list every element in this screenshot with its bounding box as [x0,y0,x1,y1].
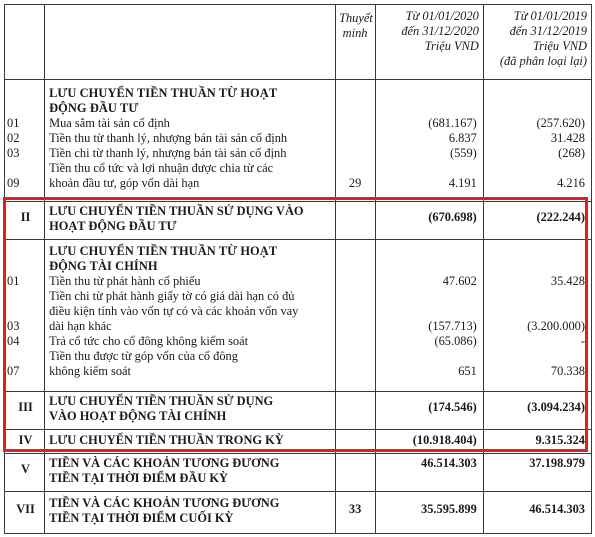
investing-2019 [483,80,591,202]
value-2020: (157.713) [428,318,477,333]
subtotal-desc: VÀO HOẠT ĐỘNG TÀI CHÍNH [49,408,227,423]
code-cell: 07 [7,363,20,378]
value-2019: 4.216 [557,176,585,190]
header-code-cell [5,5,45,80]
note-cell [335,201,375,239]
value-cell [375,453,483,491]
row-desc: không kiểm soát [49,363,131,378]
code-cell: 01 [7,116,20,130]
note-value: 29 [348,176,362,190]
value-cell [375,391,483,429]
value-2020: (559) [449,146,477,160]
value-2020: (10.918.404) [412,432,477,447]
value-2019: 35.428 [550,273,585,288]
investing-section-row [5,80,592,202]
note-cell [335,391,375,429]
col2019-line3: Triệu VND [532,39,587,53]
subtotal-v-row [5,453,592,491]
subtotal-vii-row [5,491,592,533]
note-value: 33 [348,501,362,516]
code-cell [5,491,45,533]
financing-codes [5,239,45,391]
value-2019: (222.244) [536,209,585,224]
subtotal-desc: LƯU CHUYỂN TIỀN THUẦN SỬ DỤNG VÀO [49,203,304,218]
financing-notes [335,239,375,391]
financing-2019 [483,239,591,391]
subtotal-iii-row [5,391,592,429]
value-2019: 9.315.324 [535,432,585,447]
header-2020-cell [375,5,483,80]
value-2019: 46.514.303 [529,501,585,516]
note-value [336,454,375,469]
value-2019: 70.338 [550,363,585,378]
code-cell: 04 [7,333,20,348]
investing-descs [45,80,335,202]
financing-section-row [5,239,592,391]
subtotal-desc: HOẠT ĐỘNG ĐẦU TƯ [49,218,177,233]
code-cell [5,391,45,429]
col2019-line4: (đã phân loại lại) [499,54,587,68]
desc-cell [45,429,335,453]
investing-notes [335,80,375,202]
value-2019: 31.428 [550,131,585,145]
value-cell [483,391,591,429]
code-label: IV [18,432,33,447]
desc-cell [45,491,335,533]
code-label: V [21,461,30,476]
section-title: ĐỘNG ĐẦU TƯ [49,101,139,115]
value-cell [483,491,591,533]
value-cell [483,453,591,491]
note-cell [335,453,375,491]
code-cell [5,429,45,453]
note-cell [335,491,375,533]
note-cell [335,429,375,453]
code-cell [5,201,45,239]
row-desc: điều kiện tính vào vốn tự có và các khoản vốn vay [49,303,299,318]
code-cell: 01 [7,273,20,288]
value-cell [483,201,591,239]
value-2020: (65.086) [434,333,477,348]
value-2019: 37.198.979 [529,455,585,470]
subtotal-desc: LƯU CHUYỂN TIỀN THUẦN SỬ DỤNG [49,393,274,408]
row-desc: Tiền thu từ thanh lý, nhượng bán tài sản cố định [49,131,288,145]
value-cell [375,491,483,533]
subtotal-ii-row [5,201,592,239]
col2020-line2: đến 31/12/2020 [401,24,479,38]
value-2020: (174.546) [428,399,477,414]
value-2020: 35.595.899 [421,501,477,516]
value-2020: 4.191 [448,176,477,190]
row-desc: Tiền thu từ phát hành cổ phiếu [49,273,201,288]
value-2019: (257.620) [536,116,585,130]
value-cell [375,201,483,239]
financing-descs [45,239,335,391]
header-desc-cell [45,5,335,80]
code-cell [5,453,45,491]
value-2019: (268) [558,146,585,160]
value-2020: (670.698) [428,209,477,224]
code-label: II [20,209,31,224]
section-title: LƯU CHUYỂN TIỀN THUẦN TỪ HOẠT [49,86,278,100]
value-2020: (681.167) [428,116,477,130]
value-2019: (3.200.000) [527,318,585,333]
value-cell [375,429,483,453]
subtotal-desc: TIỀN TẠI THỜI ĐIỂM CUỐI KỲ [49,510,234,525]
value-2020: 46.514.303 [421,455,477,470]
header-2019-cell [483,5,591,80]
value-2020: 651 [458,363,477,378]
subtotal-desc: TIỀN VÀ CÁC KHOẢN TƯƠNG ĐƯƠNG [49,495,280,510]
header-note-cell [335,5,375,80]
row-desc: dài hạn khác [49,318,112,333]
code-label: VII [16,501,35,516]
value-2019: (3.094.234) [527,399,585,414]
desc-cell [45,391,335,429]
row-desc: Tiền thu cổ tức và lợi nhuận được chia từ các [49,161,274,175]
row-desc: Tiền thu được từ góp vốn của cổ đông [49,348,238,363]
section-title: ĐỘNG TÀI CHÍNH [49,258,158,273]
value-2020: 47.602 [442,273,477,288]
cash-flow-table [4,4,592,534]
code-label: III [18,399,33,414]
header-row [5,5,592,80]
subtotal-desc: LƯU CHUYỂN TIỀN THUẦN TRONG KỲ [49,432,284,447]
value-2019: - [580,333,585,348]
value-2020: 6.837 [448,131,477,145]
row-desc: khoản đầu tư, góp vốn dài hạn [49,176,200,190]
financing-2020 [375,239,483,391]
row-desc: Tiền chi từ phát hành giấy tờ có giá dài hạn có đủ [49,288,295,303]
value-cell [483,429,591,453]
note-col-label: Thuyết minh [339,11,373,40]
col2020-line3: Triệu VND [424,39,479,53]
col2019-line1: Từ 01/01/2019 [513,9,587,23]
code-cell: 09 [7,176,20,190]
code-cell: 03 [7,318,20,333]
section-title: LƯU CHUYỂN TIỀN THUẦN TỪ HOẠT [49,243,278,258]
investing-codes [5,80,45,202]
code-cell: 02 [7,131,20,145]
investing-2020 [375,80,483,202]
desc-cell [45,453,335,491]
subtotal-desc: TIỀN TẠI THỜI ĐIỂM ĐẦU KỲ [49,470,228,485]
desc-cell [45,201,335,239]
code-cell: 03 [7,146,20,160]
col2020-line1: Từ 01/01/2020 [405,9,479,23]
row-desc: Trả cổ tức cho cổ đông không kiểm soát [49,333,249,348]
col2019-line2: đến 31/12/2019 [509,24,587,38]
row-desc: Mua sắm tài sản cố định [49,116,170,130]
subtotal-desc: TIỀN VÀ CÁC KHOẢN TƯƠNG ĐƯƠNG [49,455,280,470]
subtotal-iv-row [5,429,592,453]
row-desc: Tiền chi từ thanh lý, nhượng bán tài sản cố định [49,146,287,160]
